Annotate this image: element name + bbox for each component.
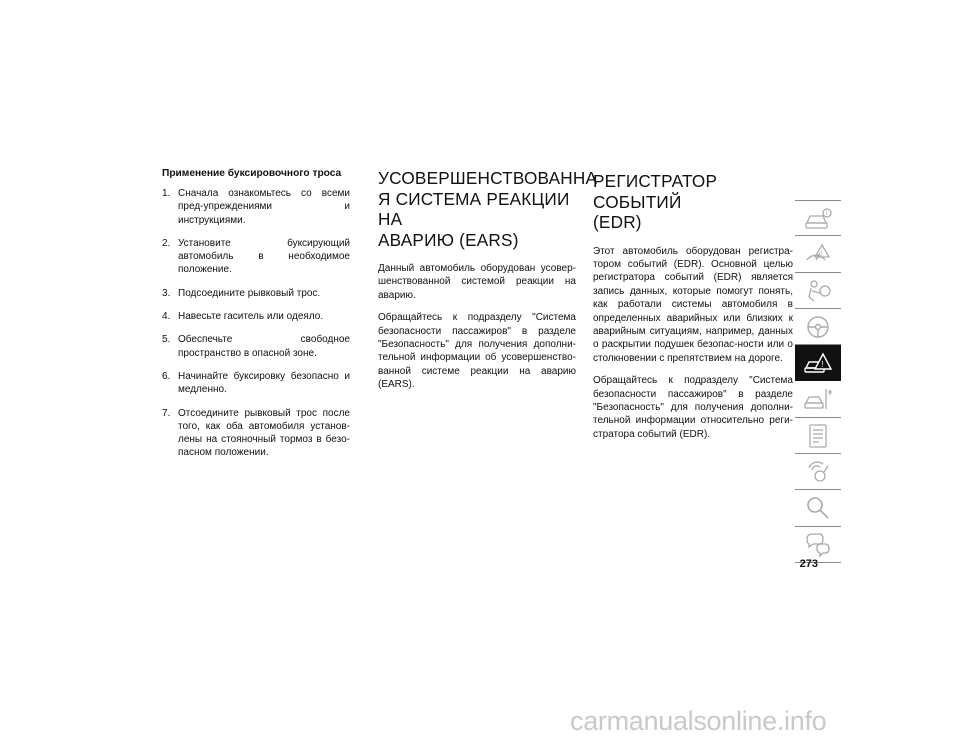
list-item — [162, 407, 350, 460]
svg-text:!: ! — [821, 360, 824, 370]
step-text: Подсоедините рывковый трос. — [178, 287, 321, 299]
specifications-icon — [803, 422, 833, 450]
list-item — [162, 370, 350, 397]
tab-service[interactable] — [795, 381, 841, 417]
step-text: Навесьте гаситель или одеяло. — [178, 311, 324, 323]
watermark: carmanualsonline.info — [570, 706, 827, 736]
list-item — [162, 333, 350, 360]
multimedia-icon — [803, 458, 833, 486]
tab-car-info[interactable] — [795, 200, 841, 236]
tab-index[interactable] — [795, 490, 841, 526]
step-number: 1. — [162, 188, 171, 199]
middle-column — [378, 168, 598, 401]
left-column — [162, 168, 350, 470]
ears-section-title — [378, 168, 598, 250]
title-line: (EDR) — [593, 212, 642, 232]
steering-wheel-icon — [803, 313, 833, 341]
step-number: 5. — [162, 334, 171, 346]
roadside-emergency-icon — [803, 349, 833, 377]
tab-multimedia[interactable] — [795, 454, 841, 490]
title-line: РЕГИСТРАТОР СОБЫТИЙ — [593, 171, 718, 212]
list-item — [162, 237, 350, 277]
step-text: Обеспечьте свободное пространство в опасной зоне. — [178, 334, 350, 359]
service-tools-icon — [803, 385, 833, 413]
edr-section-title — [593, 171, 793, 233]
svg-text:i: i — [825, 211, 828, 217]
page-number: 273 — [799, 558, 818, 570]
body-paragraph: Обращайтесь к подразделу "Система безопасности пассажиров" в разделе "Безопасность" для получения дополни-тельной информации об усовершенство-ванной системе реакции на аварию (EARS). — [378, 312, 576, 391]
right-column — [593, 171, 793, 450]
step-text: Начинайте буксировку безопасно и медленно. — [178, 370, 350, 396]
tab-safety[interactable] — [795, 273, 841, 309]
step-text: Отсоедините рывковый трос после того, как оба автомобиля установ-лены на стояночный тормоз в безо-пасном положении. — [178, 407, 350, 459]
title-line: АВАРИЮ (EARS) — [378, 229, 519, 250]
list-item — [162, 187, 350, 227]
dashboard-warning-icon — [803, 240, 833, 268]
step-text: Установите буксирующий автомобиль в необходимое положение. — [178, 237, 350, 276]
step-text: Сначала ознакомьтесь со всеми пред-упреждениями и инструкциями. — [178, 188, 350, 226]
step-number: 2. — [162, 237, 171, 249]
tab-specifications[interactable] — [795, 418, 841, 454]
step-number: 7. — [162, 407, 171, 419]
title-line: Я СИСТЕМА РЕАКЦИИ НА — [378, 188, 570, 229]
step-number: 4. — [162, 311, 171, 323]
tab-emergency[interactable] — [795, 345, 841, 381]
car-info-icon — [803, 205, 833, 233]
index-search-icon — [803, 494, 833, 522]
body-paragraph: Этот автомобиль оборудован регистра-тором событий (EDR). Основной целью регистратора событий (EDR) является запись данных, которые помогут понять, как работали системы автомобиля в определенных аварийных или близких к аварийным ситуациям, например, данных о раскрытии подушек безопас-ности или о столкновении с препятствием на дороге. — [593, 245, 793, 364]
steps-list — [162, 187, 350, 460]
airbag-safety-icon — [803, 277, 833, 305]
chapter-tabs — [795, 200, 841, 563]
list-item — [162, 287, 350, 300]
body-paragraph: Обращайтесь к подразделу "Система безопасности пассажиров" в разделе "Безопасность" для получения дополни-тельной информации относительно реги-стратора событий (EDR). — [593, 375, 793, 440]
svg-text:!: ! — [820, 250, 823, 258]
tab-dashboard[interactable] — [795, 236, 841, 272]
step-number: 3. — [162, 287, 171, 299]
list-item — [162, 310, 350, 323]
languages-icon — [803, 531, 833, 559]
section-subheading: Применение буксировочного троса — [162, 168, 342, 179]
step-number: 6. — [162, 370, 171, 382]
tab-driving[interactable] — [795, 309, 841, 345]
body-paragraph: Данный автомобиль оборудован усовер-шенствованной системой реакции на аварию. — [378, 263, 576, 301]
title-line: УСОВЕРШЕНСТВОВАННА — [378, 168, 598, 188]
